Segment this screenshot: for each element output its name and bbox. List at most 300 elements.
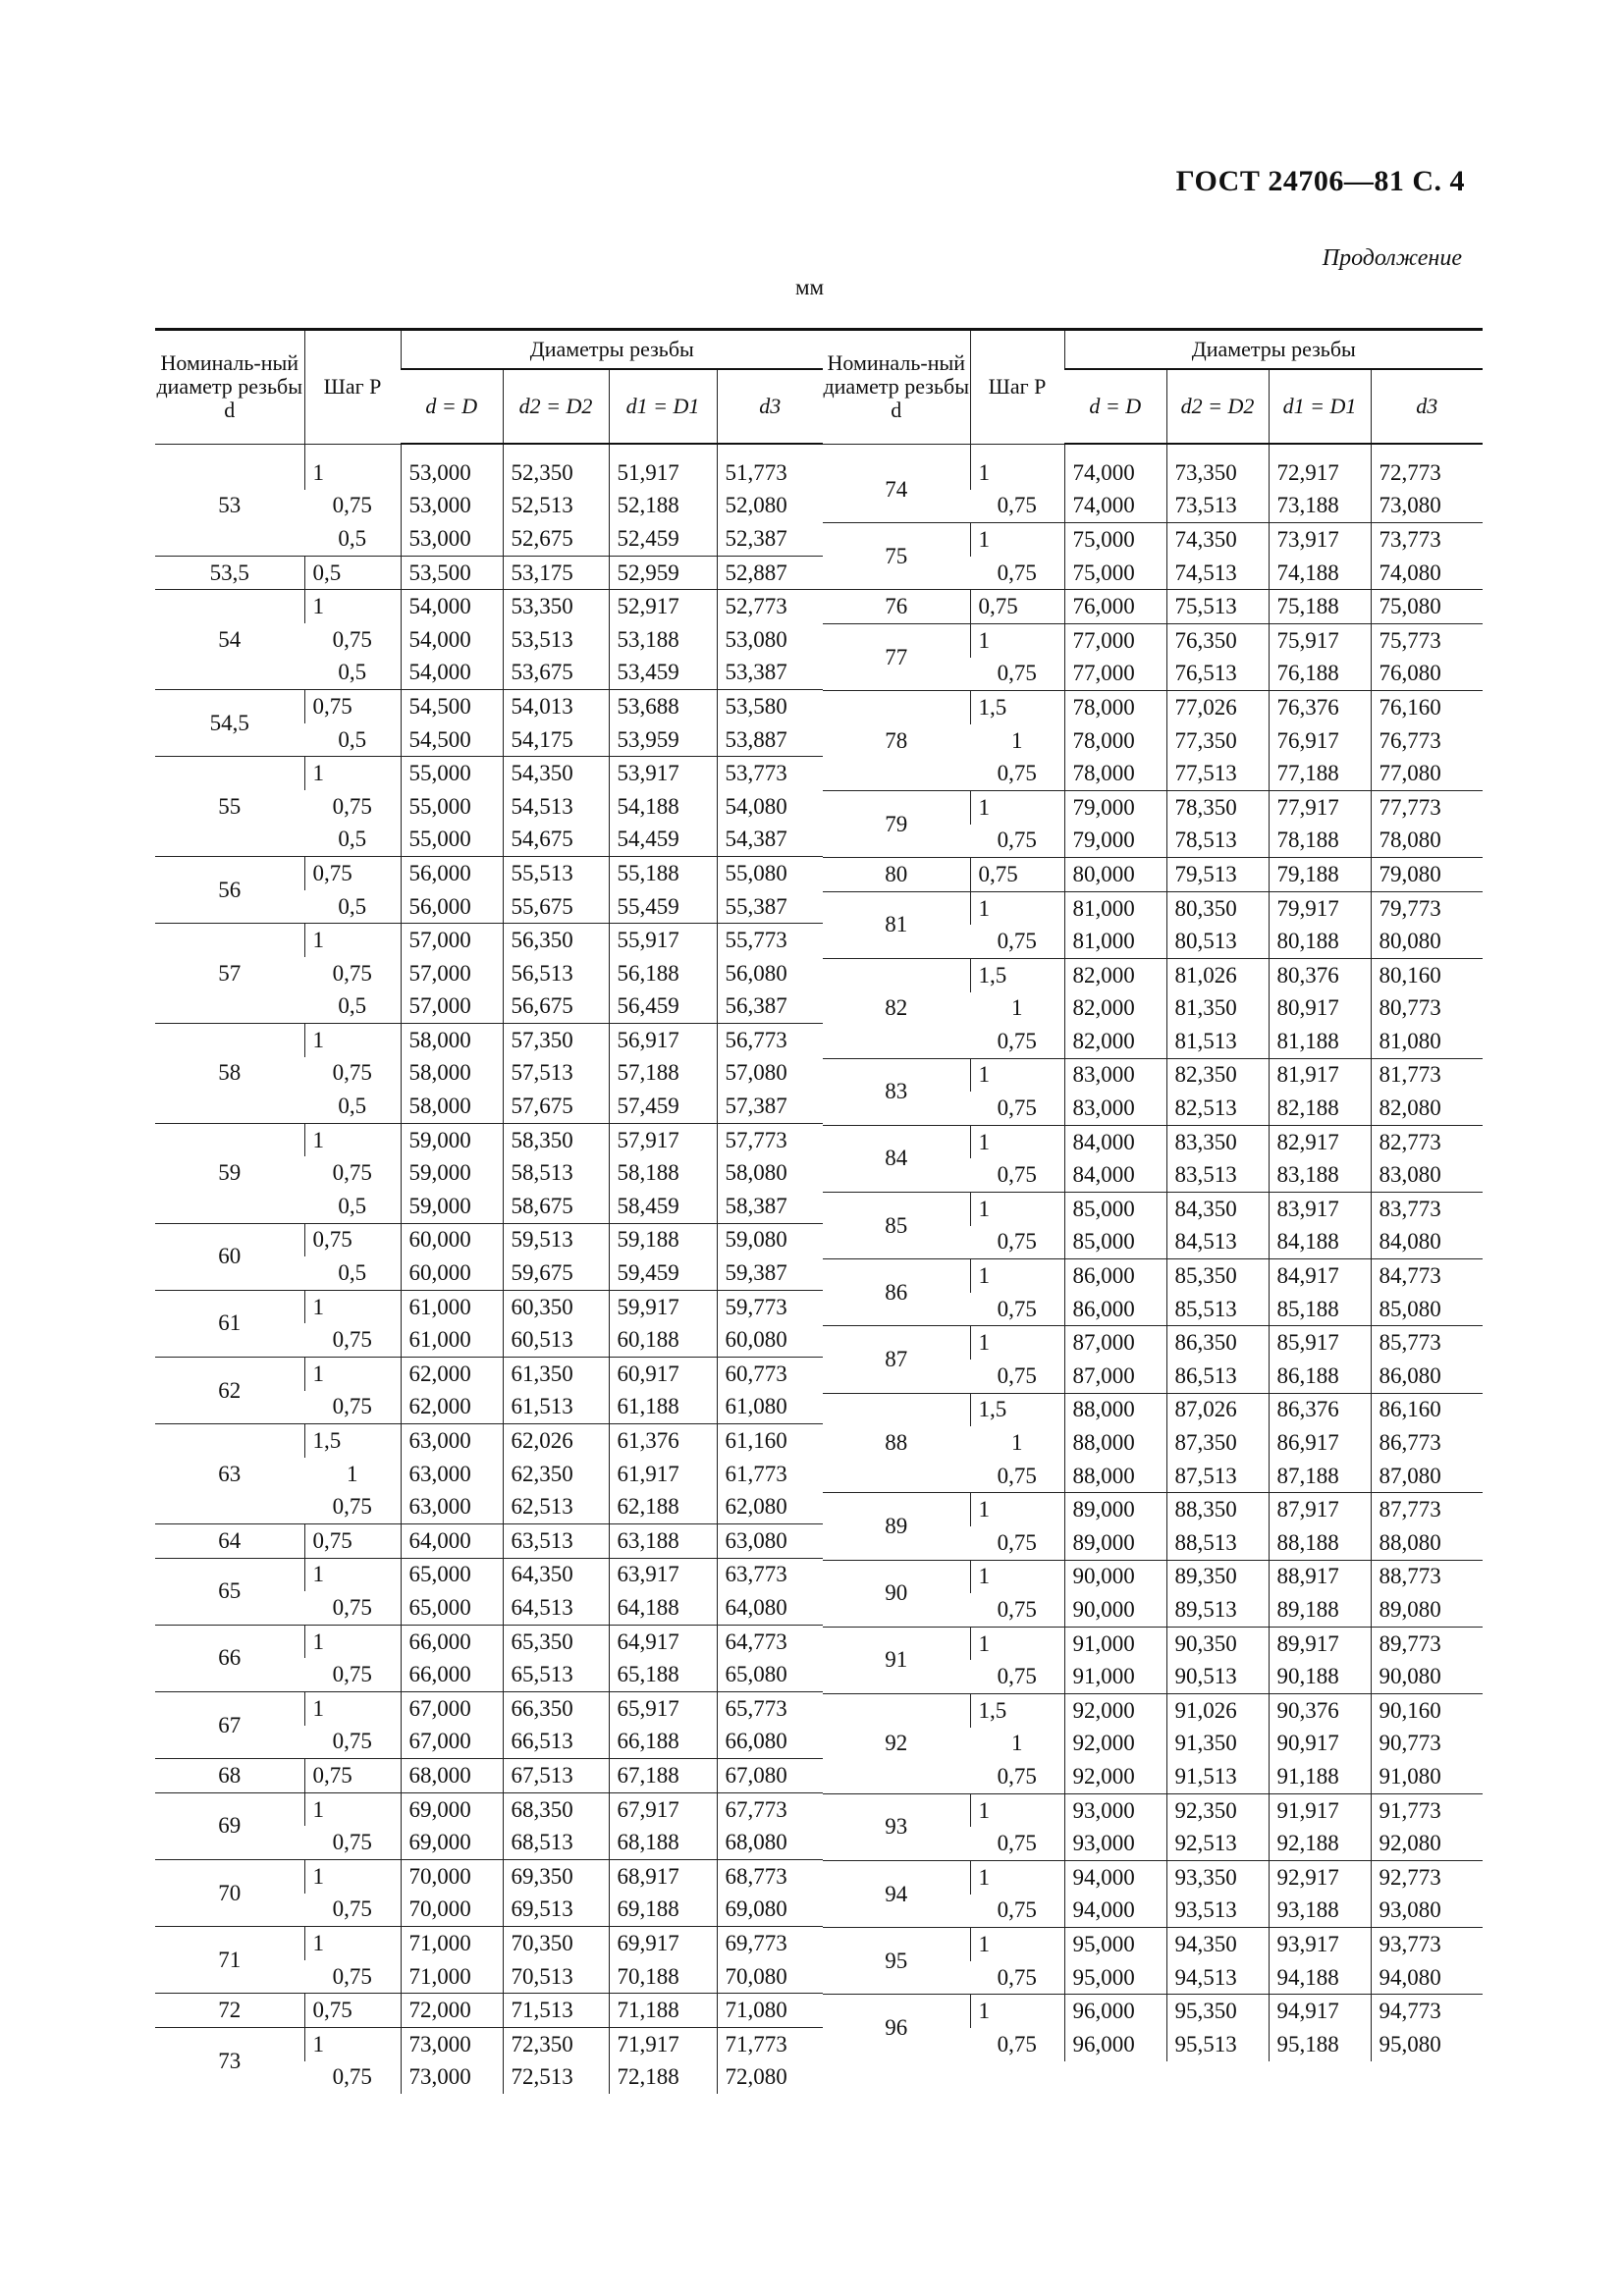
d-cell: 70,000 [401,1859,503,1893]
table-row [155,1859,823,1893]
step-cell: 1 [970,1627,1064,1660]
d2-cell: 60,513 [503,1323,609,1357]
d-cell: 59,000 [401,1190,503,1223]
nominal-diameter-cell: 95 [823,1928,970,1995]
d3-cell: 54,387 [717,824,823,857]
step-cell: 0,75 [997,493,1037,518]
step-cell: 0,75 [997,1362,1037,1388]
d3-cell: 84,773 [1371,1259,1483,1293]
d-cell: 63,000 [401,1424,503,1458]
d-cell: 53,000 [401,456,503,490]
d3-cell: 73,773 [1371,523,1483,557]
d2-cell: 87,513 [1166,1460,1269,1493]
table-row [823,691,1483,724]
table-row [155,590,823,623]
d1-cell: 73,917 [1269,523,1371,557]
step-cell: 0,75 [997,1596,1037,1622]
nominal-diameter-cell: 86 [823,1259,970,1326]
table-row [823,1326,1483,1360]
d3-cell: 61,160 [717,1424,823,1458]
table-row [155,690,823,723]
header-d3: d3 [717,369,823,444]
d3-cell: 51,773 [717,456,823,490]
d-cell: 85,000 [1064,1226,1166,1259]
nominal-diameter-cell: 72 [155,1994,304,2028]
spacer-row [155,444,823,456]
d1-cell: 90,917 [1269,1728,1371,1761]
d2-cell: 66,513 [503,1726,609,1759]
d2-cell: 90,350 [1166,1627,1269,1660]
d-cell: 84,000 [1064,1158,1166,1192]
d1-cell: 71,917 [609,2027,717,2060]
d1-cell: 66,188 [609,1726,717,1759]
d1-cell: 53,917 [609,757,717,790]
d1-cell: 79,188 [1269,858,1371,892]
d-cell: 68,000 [401,1759,503,1793]
d1-cell: 65,188 [609,1658,717,1691]
step-cell: 0,75 [997,1831,1037,1856]
step-cell: 0,75 [332,1327,372,1353]
d3-cell: 56,080 [717,957,823,990]
d1-cell: 90,376 [1269,1693,1371,1727]
d2-cell: 70,513 [503,1960,609,1994]
table-row [823,1393,1483,1426]
d2-cell: 81,026 [1166,958,1269,991]
step-cell: 0,75 [997,1664,1037,1689]
d3-cell: 64,080 [717,1591,823,1625]
d-cell: 88,000 [1064,1460,1166,1493]
d2-cell: 54,675 [503,824,609,857]
d-cell: 89,000 [1064,1493,1166,1526]
d1-cell: 54,188 [609,790,717,824]
nominal-diameter-cell: 89 [823,1493,970,1560]
d-cell: 71,000 [401,1927,503,1960]
d3-cell: 56,773 [717,1024,823,1057]
table-left-body [155,444,823,2094]
d-cell: 82,000 [1064,1025,1166,1058]
d1-cell: 75,917 [1269,623,1371,657]
step-cell: 1 [970,1493,1064,1526]
spacer-cell [717,444,823,456]
d2-cell: 84,513 [1166,1226,1269,1259]
d3-cell: 76,160 [1371,691,1483,724]
table-row [823,1125,1483,1158]
d1-cell: 67,188 [609,1759,717,1793]
d1-cell: 87,188 [1269,1460,1371,1493]
d1-cell: 56,917 [609,1024,717,1057]
step-cell: 0,75 [304,1994,401,2028]
nominal-diameter-cell: 63 [155,1424,304,1524]
d3-cell: 83,080 [1371,1158,1483,1192]
d-cell: 79,000 [1064,790,1166,824]
d2-cell: 53,675 [503,657,609,690]
step-cell: 1,5 [970,1393,1064,1426]
d2-cell: 77,350 [1166,724,1269,758]
d2-cell: 93,350 [1166,1860,1269,1894]
step-cell: 0,5 [304,556,401,590]
nominal-diameter-cell: 77 [823,623,970,690]
d1-cell: 59,917 [609,1290,717,1323]
d1-cell: 89,188 [1269,1593,1371,1627]
table-row [155,924,823,957]
d-cell: 59,000 [401,1156,503,1190]
step-cell: 1 [304,1792,401,1826]
d1-cell: 65,917 [609,1691,717,1725]
d2-cell: 62,513 [503,1490,609,1523]
d1-cell: 63,917 [609,1558,717,1591]
header-d2-eq-D2: d2 = D2 [1166,369,1269,444]
step-cell: 1 [304,1358,401,1391]
table-row [155,1223,823,1256]
d3-cell: 68,080 [717,1826,823,1859]
spacer-cell [401,444,503,456]
header-step: Шаг P [970,330,1064,445]
d2-cell: 94,350 [1166,1928,1269,1961]
step-cell: 0,75 [304,690,401,723]
step-cell: 1 [970,1793,1064,1827]
d2-cell: 89,513 [1166,1593,1269,1627]
step-cell: 0,75 [997,1964,1037,1990]
d3-cell: 53,080 [717,623,823,657]
d1-cell: 86,376 [1269,1393,1371,1426]
nominal-diameter-cell: 58 [155,1024,304,1124]
step-cell: 0,75 [970,858,1064,892]
d1-cell: 57,188 [609,1057,717,1091]
d3-cell: 53,773 [717,757,823,790]
nominal-diameter-cell: 60 [155,1223,304,1290]
d-cell: 62,000 [401,1358,503,1391]
d3-cell: 74,080 [1371,557,1483,590]
nominal-diameter-cell: 67 [155,1691,304,1758]
d1-cell: 84,917 [1269,1259,1371,1293]
d2-cell: 92,513 [1166,1827,1269,1860]
d2-cell: 76,513 [1166,658,1269,691]
step-cell: 0,5 [338,993,367,1019]
d-cell: 90,000 [1064,1560,1166,1593]
d2-cell: 74,513 [1166,557,1269,590]
step-cell: 0,75 [332,1896,372,1922]
d2-cell: 72,513 [503,2061,609,2095]
d-cell: 66,000 [401,1625,503,1658]
d1-cell: 56,459 [609,990,717,1024]
d1-cell: 53,688 [609,690,717,723]
d3-cell: 52,387 [717,522,823,556]
d1-cell: 69,917 [609,1927,717,1960]
d1-cell: 87,917 [1269,1493,1371,1526]
table-row [155,1625,823,1658]
table-row [155,1927,823,1960]
d2-cell: 57,513 [503,1057,609,1091]
d2-cell: 77,026 [1166,691,1269,724]
d1-cell: 93,188 [1269,1895,1371,1928]
step-cell: 0,75 [970,590,1064,624]
d2-cell: 78,350 [1166,790,1269,824]
d3-cell: 94,773 [1371,1995,1483,2028]
step-cell: 0,5 [338,525,367,551]
d2-cell: 56,350 [503,924,609,957]
d2-cell: 80,350 [1166,891,1269,925]
d1-cell: 57,917 [609,1123,717,1156]
table-row [823,1627,1483,1660]
step-cell: 0,75 [997,560,1037,585]
step-cell: 1 [304,456,401,490]
d2-cell: 63,513 [503,1524,609,1559]
d2-cell: 55,513 [503,857,609,890]
d-cell: 89,000 [1064,1526,1166,1560]
table-row [823,858,1483,892]
d2-cell: 71,513 [503,1994,609,2028]
d3-cell: 79,773 [1371,891,1483,925]
d3-cell: 52,080 [717,490,823,523]
d2-cell: 54,013 [503,690,609,723]
header-step: Шаг P [304,330,401,445]
d2-cell: 77,513 [1166,757,1269,790]
d2-cell: 74,350 [1166,523,1269,557]
d1-cell: 62,188 [609,1490,717,1523]
d1-cell: 55,459 [609,890,717,924]
step-cell: 1 [970,891,1064,925]
d1-cell: 61,376 [609,1424,717,1458]
d3-cell: 52,773 [717,590,823,623]
step-cell: 0,75 [997,1229,1037,1255]
d3-cell: 58,080 [717,1156,823,1190]
d-cell: 58,000 [401,1057,503,1091]
d2-cell: 54,175 [503,723,609,757]
d1-cell: 56,188 [609,957,717,990]
d-cell: 74,000 [1064,456,1166,490]
d3-cell: 57,080 [717,1057,823,1091]
step-cell: 0,75 [332,1830,372,1855]
d2-cell: 56,513 [503,957,609,990]
d-cell: 60,000 [401,1256,503,1290]
d1-cell: 91,917 [1269,1793,1371,1827]
nominal-diameter-cell: 53 [218,493,242,518]
d1-cell: 93,917 [1269,1928,1371,1961]
step-cell: 0,5 [338,1260,367,1286]
d3-cell: 55,773 [717,924,823,957]
step-cell: 0,75 [997,929,1037,954]
header-d3: d3 [1371,369,1483,444]
d-cell: 74,000 [1064,490,1166,523]
d1-cell: 59,188 [609,1223,717,1256]
d-cell: 79,000 [1064,825,1166,858]
d2-cell: 84,350 [1166,1193,1269,1226]
table-row [155,1358,823,1391]
step-cell: 1 [1011,1731,1023,1756]
d3-cell: 86,773 [1371,1426,1483,1460]
d2-cell: 95,513 [1166,2028,1269,2061]
d-cell: 57,000 [401,924,503,957]
step-cell: 0,75 [304,1223,401,1256]
d3-cell: 78,080 [1371,825,1483,858]
d-cell: 53,000 [401,490,503,523]
step-cell: 0,75 [332,1594,372,1620]
d-cell: 82,000 [1064,992,1166,1026]
spacer-cell [1371,444,1483,456]
d-cell: 78,000 [1064,724,1166,758]
table-row [823,1928,1483,1961]
d-cell: 96,000 [1064,2028,1166,2061]
d2-cell: 88,350 [1166,1493,1269,1526]
nominal-diameter-cell: 79 [823,790,970,857]
spacer-cell [823,444,970,456]
nominal-diameter-cell: 74 [885,476,908,502]
d1-cell: 53,959 [609,723,717,757]
d-cell: 67,000 [401,1691,503,1725]
nominal-diameter-cell: 76 [823,590,970,624]
step-cell: 1 [304,590,401,623]
d3-cell: 56,387 [717,990,823,1024]
step-cell: 1 [304,1927,401,1960]
d2-cell: 86,350 [1166,1326,1269,1360]
d1-cell: 60,917 [609,1358,717,1391]
table-row [155,1691,823,1725]
d1-cell: 63,188 [609,1524,717,1559]
d-cell: 55,000 [401,757,503,790]
step-cell: 1,5 [970,958,1064,991]
nominal-diameter-cell: 57 [155,924,304,1024]
d1-cell: 61,188 [609,1391,717,1424]
d2-cell: 72,350 [503,2027,609,2060]
d1-cell: 68,917 [609,1859,717,1893]
d-cell: 73,000 [401,2027,503,2060]
d1-cell: 77,917 [1269,790,1371,824]
d1-cell: 51,917 [609,456,717,490]
d3-cell: 90,080 [1371,1660,1483,1693]
nominal-diameter-cell: 92 [823,1693,970,1793]
d1-cell: 74,188 [1269,557,1371,590]
nominal-diameter-cell: 56 [155,857,304,924]
d2-cell: 55,675 [503,890,609,924]
d2-cell: 68,513 [503,1826,609,1859]
d1-cell: 92,917 [1269,1860,1371,1894]
d-cell: 70,000 [401,1894,503,1927]
d3-cell: 71,080 [717,1994,823,2028]
d2-cell: 82,513 [1166,1092,1269,1125]
nominal-diameter-cell: 75 [823,523,970,590]
d1-cell: 88,917 [1269,1560,1371,1593]
d2-cell: 94,513 [1166,1961,1269,1995]
d3-cell: 65,080 [717,1658,823,1691]
d1-cell: 68,188 [609,1826,717,1859]
nominal-diameter-cell: 94 [823,1860,970,1927]
step-cell: 1 [304,1024,401,1057]
d2-cell: 53,513 [503,623,609,657]
d-cell: 75,000 [1064,557,1166,590]
step-cell: 1 [970,1125,1064,1158]
d-cell: 83,000 [1064,1092,1166,1125]
d-cell: 56,000 [401,857,503,890]
step-cell: 0,75 [332,1160,372,1186]
step-cell: 0,75 [332,1729,372,1754]
d1-cell: 52,917 [609,590,717,623]
d-cell: 91,000 [1064,1660,1166,1693]
d-cell: 81,000 [1064,891,1166,925]
d-cell: 58,000 [401,1090,503,1123]
d2-cell: 93,513 [1166,1895,1269,1928]
d3-cell: 72,773 [1371,456,1483,490]
step-cell: 1,5 [970,1693,1064,1727]
d3-cell: 81,773 [1371,1058,1483,1092]
table-row [155,1759,823,1793]
d-cell: 54,000 [401,657,503,690]
header-diameters: Диаметры резьбы [1064,330,1483,370]
d-cell: 54,500 [401,690,503,723]
d-cell: 55,000 [401,790,503,824]
d1-cell: 81,188 [1269,1025,1371,1058]
step-cell: 0,75 [332,2064,372,2090]
step-cell: 1 [304,757,401,790]
d1-cell: 80,188 [1269,925,1371,958]
step-cell: 1 [970,456,1064,490]
d3-cell: 80,773 [1371,992,1483,1026]
table-row [823,1793,1483,1827]
d3-cell: 76,773 [1371,724,1483,758]
step-cell: 0,5 [338,1094,367,1119]
d2-cell: 91,026 [1166,1693,1269,1727]
d2-cell: 85,350 [1166,1259,1269,1293]
table-left-half [155,328,823,2094]
d3-cell: 82,773 [1371,1125,1483,1158]
d-cell: 78,000 [1064,757,1166,790]
d2-cell: 86,513 [1166,1360,1269,1393]
d1-cell: 85,917 [1269,1326,1371,1360]
step-cell: 1 [970,1995,1064,2028]
d2-cell: 88,513 [1166,1526,1269,1560]
d2-cell: 62,350 [503,1458,609,1491]
d1-cell: 82,917 [1269,1125,1371,1158]
d3-cell: 73,080 [1371,490,1483,523]
d2-cell: 61,513 [503,1391,609,1424]
d1-cell: 52,459 [609,522,717,556]
d3-cell: 53,387 [717,657,823,690]
table-row [823,1693,1483,1727]
table-left [155,328,823,2094]
d3-cell: 59,387 [717,1256,823,1290]
step-cell: 0,75 [332,1494,372,1520]
d-cell: 87,000 [1064,1360,1166,1393]
d1-cell: 91,188 [1269,1760,1371,1793]
d-cell: 77,000 [1064,658,1166,691]
d1-cell: 89,917 [1269,1627,1371,1660]
d2-cell: 76,350 [1166,623,1269,657]
d2-cell: 87,026 [1166,1393,1269,1426]
d2-cell: 79,513 [1166,858,1269,892]
d3-cell: 87,773 [1371,1493,1483,1526]
d1-cell: 85,188 [1269,1293,1371,1326]
nominal-diameter-cell: 87 [823,1326,970,1393]
d2-cell: 68,350 [503,1792,609,1826]
d2-cell: 60,350 [503,1290,609,1323]
step-cell: 1 [970,1193,1064,1226]
d1-cell: 57,459 [609,1090,717,1123]
d-cell: 65,000 [401,1558,503,1591]
step-cell: 0,75 [997,1897,1037,1923]
nominal-diameter-cell: 85 [823,1193,970,1259]
d1-cell: 90,188 [1269,1660,1371,1693]
nominal-diameter-cell: 81 [823,891,970,958]
d3-cell: 67,080 [717,1759,823,1793]
d2-cell: 54,350 [503,757,609,790]
d1-cell: 76,917 [1269,724,1371,758]
d-cell: 54,000 [401,590,503,623]
step-cell: 0,75 [304,1759,401,1793]
table-row [823,590,1483,624]
d3-cell: 69,773 [717,1927,823,1960]
d2-cell: 85,513 [1166,1293,1269,1326]
nominal-diameter-cell: 68 [155,1759,304,1793]
d-cell: 61,000 [401,1323,503,1357]
